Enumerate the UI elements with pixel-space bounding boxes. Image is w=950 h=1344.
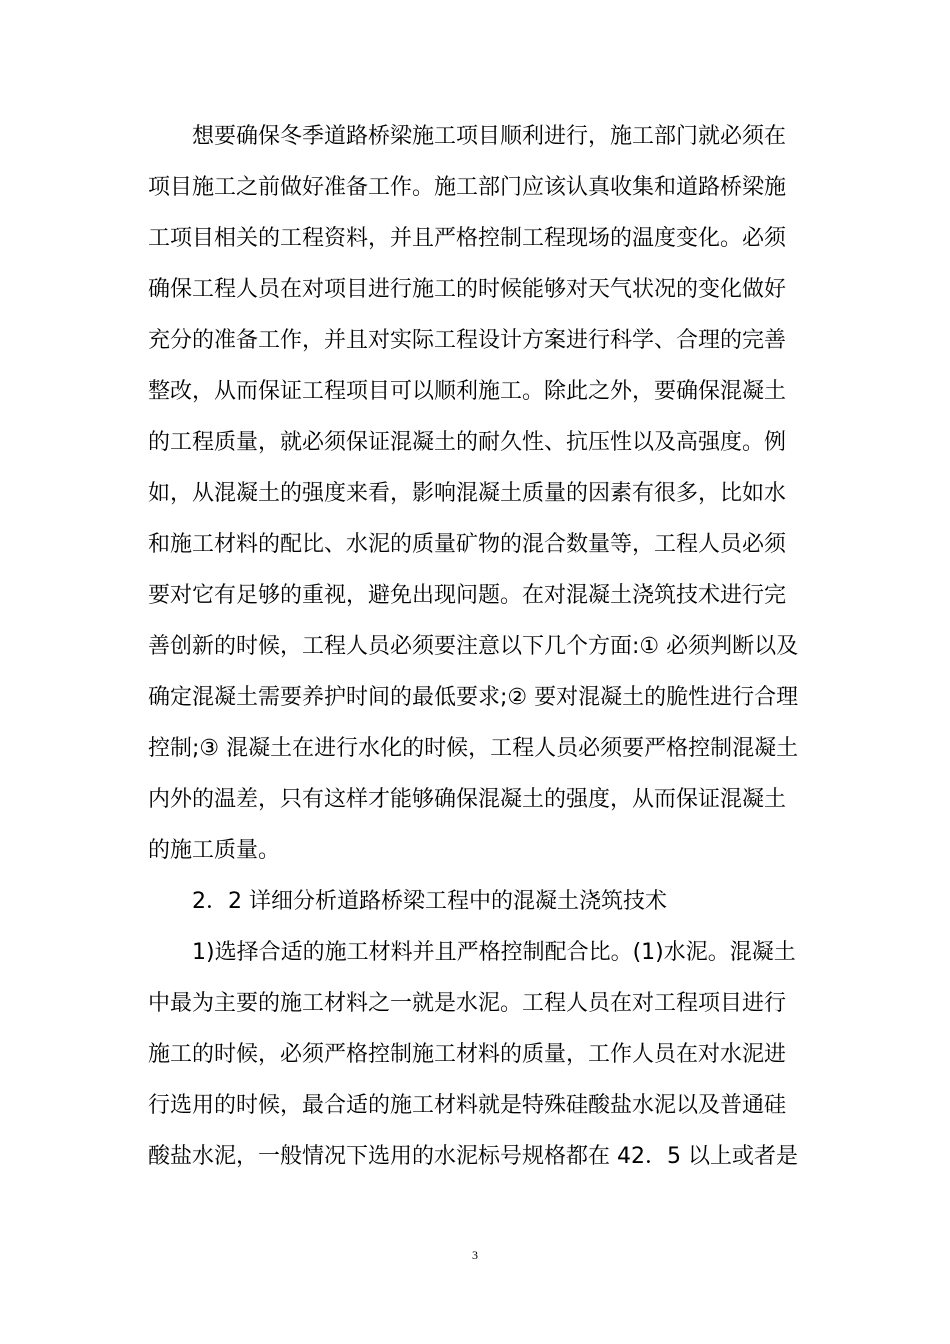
paragraph-line: 善创新的时候，工程人员必须要注意以下几个方面:① 必须判断以及: [148, 634, 799, 659]
paragraph-line: 和施工材料的配比、水泥的质量矿物的混合数量等，工程人员必须: [148, 532, 787, 557]
page-number: 3: [472, 1248, 478, 1262]
paragraph-line: 想要确保冬季道路桥梁施工项目顺利进行，施工部门就必须在: [192, 124, 787, 149]
paragraph-line: 控制;③ 混凝土在进行水化的时候，工程人员必须要严格控制混凝土: [148, 736, 799, 761]
paragraph-line: 施工的时候，必须严格控制施工材料的质量，工作人员在对水泥进: [148, 1042, 787, 1067]
paragraph-line: 的施工质量。: [148, 838, 281, 863]
paragraph-line: 1)选择合适的施工材料并且严格控制配合比。(1)水泥。混凝土: [192, 940, 796, 965]
paragraph-line: 的工程质量，就必须保证混凝土的耐久性、抗压性以及高强度。例: [148, 430, 787, 455]
paragraph-line: 整改，从而保证工程项目可以顺利施工。除此之外，要确保混凝土: [148, 379, 787, 404]
section-heading: 2．2 详细分析道路桥梁工程中的混凝土浇筑技术: [192, 889, 667, 914]
paragraph-line: 确保工程人员在对项目进行施工的时候能够对天气状况的变化做好: [148, 277, 787, 302]
paragraph-line: 如，从混凝土的强度来看，影响混凝土质量的因素有很多，比如水: [148, 481, 787, 506]
paragraph-line: 行选用的时候，最合适的施工材料就是特殊硅酸盐水泥以及普通硅: [148, 1093, 787, 1118]
paragraph-line: 中最为主要的施工材料之一就是水泥。工程人员在对工程项目进行: [148, 991, 787, 1016]
paragraph-line: 工项目相关的工程资料，并且严格控制工程现场的温度变化。必须: [148, 226, 787, 251]
paragraph-line: 内外的温差，只有这样才能够确保混凝土的强度，从而保证混凝土: [148, 787, 787, 812]
paragraph-line: 项目施工之前做好准备工作。施工部门应该认真收集和道路桥梁施: [148, 175, 787, 200]
paragraph-line: 充分的准备工作，并且对实际工程设计方案进行科学、合理的完善: [148, 328, 787, 353]
paragraph-line: 酸盐水泥，一般情况下选用的水泥标号规格都在 42．5 以上或者是: [148, 1144, 798, 1169]
paragraph-line: 要对它有足够的重视，避免出现问题。在对混凝土浇筑技术进行完: [148, 583, 787, 608]
paragraph-line: 确定混凝土需要养护时间的最低要求;② 要对混凝土的脆性进行合理: [148, 685, 799, 710]
